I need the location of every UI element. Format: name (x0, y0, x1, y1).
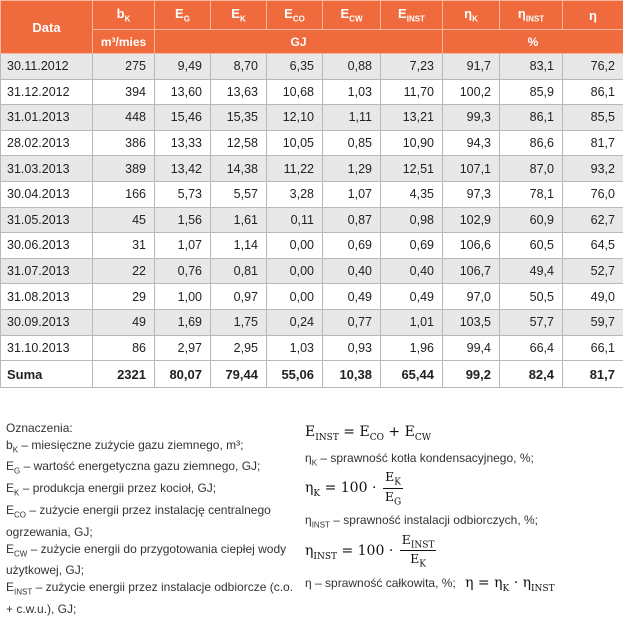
cell-value: 0,11 (267, 207, 323, 233)
header-col-eta-inst: $\eta_{INST}$ (500, 1, 563, 30)
cell-value: 11,70 (381, 79, 443, 105)
cell-value: 0,81 (211, 258, 267, 284)
cell-value: 13,63 (211, 79, 267, 105)
table-row (1, 335, 623, 361)
cell-value: 86,1 (563, 79, 623, 105)
cell-value: 166 (93, 181, 155, 207)
header-row-units (1, 30, 623, 54)
cell-value: 0,00 (267, 258, 323, 284)
cell-value: 0,69 (323, 233, 381, 259)
cell-value: 9,49 (155, 54, 211, 80)
total-value: 2321 (93, 361, 155, 388)
cell-date: 31.07.2013 (1, 258, 93, 284)
cell-value: 1,14 (211, 233, 267, 259)
cell-value: 102,9 (443, 207, 500, 233)
cell-date: 30.06.2013 (1, 233, 93, 259)
cell-value: 85,5 (563, 105, 623, 131)
table-row (1, 181, 623, 207)
cell-value: 448 (93, 105, 155, 131)
cell-value: 97,0 (443, 284, 500, 310)
cell-value: 64,5 (563, 233, 623, 259)
total-value: 55,06 (267, 361, 323, 388)
legend-item: $E_{INST}$ – zużycie energii przez instalacje odbiorcze (c.o. + c.w.u.), GJ; (6, 579, 296, 617)
cell-value: 85,9 (500, 79, 563, 105)
cell-value: 0,88 (323, 54, 381, 80)
note-eta: η – sprawność całkowita, %; (305, 576, 456, 590)
table-row (1, 233, 623, 259)
cell-value: 4,35 (381, 181, 443, 207)
cell-value: 394 (93, 79, 155, 105)
cell-value: 0,98 (381, 207, 443, 233)
cell-value: 0,87 (323, 207, 381, 233)
cell-value: 1,07 (155, 233, 211, 259)
unit-gj: GJ (155, 30, 443, 54)
total-value: 80,07 (155, 361, 211, 388)
table-row (1, 54, 623, 80)
header-col-eg: $E_G$ (155, 1, 211, 30)
cell-value: 10,68 (267, 79, 323, 105)
header-col-ek: $E_K$ (211, 1, 267, 30)
cell-date: 30.04.2013 (1, 181, 93, 207)
total-value: 82,4 (500, 361, 563, 388)
cell-value: 10,05 (267, 130, 323, 156)
cell-value: 1,11 (323, 105, 381, 131)
cell-date: 31.08.2013 (1, 284, 93, 310)
total-row (1, 361, 623, 388)
legend-item: $E_{CO}$ – zużycie energii przez instalację centralnego ogrzewania, GJ; (6, 502, 296, 540)
cell-value: 86 (93, 335, 155, 361)
cell-value: 99,4 (443, 335, 500, 361)
cell-value: 60,5 (500, 233, 563, 259)
cell-value: 13,60 (155, 79, 211, 105)
total-value: 81,7 (563, 361, 623, 388)
cell-value: 389 (93, 156, 155, 182)
cell-value: 106,6 (443, 233, 500, 259)
cell-value: 5,57 (211, 181, 267, 207)
cell-value: 62,7 (563, 207, 623, 233)
cell-value: 91,7 (443, 54, 500, 80)
cell-value: 93,2 (563, 156, 623, 182)
header-col-ecw: $E_{CW}$ (323, 1, 381, 30)
fraction-einst-ek: $\frac{E_{INST}}{E_K}$ (400, 532, 437, 570)
cell-value: 13,21 (381, 105, 443, 131)
table-row (1, 258, 623, 284)
cell-value: 50,5 (500, 284, 563, 310)
total-value: 99,2 (443, 361, 500, 388)
cell-value: 7,23 (381, 54, 443, 80)
cell-value: 0,00 (267, 233, 323, 259)
cell-value: 81,7 (563, 130, 623, 156)
unit-bk: m³/mies (93, 30, 155, 54)
note-eta-k: $\eta_K$ – sprawność kotła kondensacyjnego, %; (305, 451, 620, 467)
cell-value: 1,01 (381, 309, 443, 335)
cell-value: 3,28 (267, 181, 323, 207)
cell-value: 45 (93, 207, 155, 233)
cell-value: 83,1 (500, 54, 563, 80)
cell-value: 103,5 (443, 309, 500, 335)
cell-value: 86,6 (500, 130, 563, 156)
cell-value: 1,56 (155, 207, 211, 233)
fraction-ek-eg: $\frac{E_K}{E_G}$ (383, 469, 403, 507)
cell-value: 14,38 (211, 156, 267, 182)
cell-date: 30.11.2012 (1, 54, 93, 80)
header-date: Data (1, 1, 93, 54)
cell-value: 87,0 (500, 156, 563, 182)
formula-eta-row (305, 575, 620, 594)
cell-date: 31.12.2012 (1, 79, 93, 105)
cell-value: 107,1 (443, 156, 500, 182)
cell-value: 52,7 (563, 258, 623, 284)
cell-value: 1,00 (155, 284, 211, 310)
table-row (1, 207, 623, 233)
table-row (1, 309, 623, 335)
cell-value: 57,7 (500, 309, 563, 335)
cell-value: 0,85 (323, 130, 381, 156)
cell-value: 94,3 (443, 130, 500, 156)
cell-value: 1,29 (323, 156, 381, 182)
cell-value: 0,24 (267, 309, 323, 335)
cell-value: 78,1 (500, 181, 563, 207)
cell-value: 2,95 (211, 335, 267, 361)
cell-value: 100,2 (443, 79, 500, 105)
total-value: 10,38 (323, 361, 381, 388)
table-row (1, 79, 623, 105)
cell-value: 66,4 (500, 335, 563, 361)
cell-value: 0,40 (323, 258, 381, 284)
table-row (1, 284, 623, 310)
cell-value: 106,7 (443, 258, 500, 284)
legend-title: Oznaczenia: (6, 420, 296, 437)
header-col-eta: η (563, 1, 623, 30)
cell-value: 8,70 (211, 54, 267, 80)
cell-value: 13,33 (155, 130, 211, 156)
unit-percent: % (443, 30, 623, 54)
cell-value: 12,58 (211, 130, 267, 156)
cell-date: 30.09.2013 (1, 309, 93, 335)
cell-value: 1,03 (267, 335, 323, 361)
cell-value: 5,73 (155, 181, 211, 207)
formula-eta-inst: $\eta_{INST} = 100$ · $\frac{E_{INST}}{E_K}$ (305, 532, 620, 570)
cell-date: 31.05.2013 (1, 207, 93, 233)
cell-value: 386 (93, 130, 155, 156)
cell-value: 99,3 (443, 105, 500, 131)
cell-value: 0,49 (323, 284, 381, 310)
header-col-eco: $E_{CO}$ (267, 1, 323, 30)
legend-item: $E_{CW}$ – zużycie energii do przygotowania ciepłej wody użytkowej, GJ; (6, 541, 296, 579)
cell-value: 15,35 (211, 105, 267, 131)
total-value: 79,44 (211, 361, 267, 388)
cell-value: 59,7 (563, 309, 623, 335)
cell-value: 22 (93, 258, 155, 284)
cell-value: 1,75 (211, 309, 267, 335)
cell-value: 60,9 (500, 207, 563, 233)
cell-value: 31 (93, 233, 155, 259)
cell-value: 1,07 (323, 181, 381, 207)
cell-value: 1,61 (211, 207, 267, 233)
header-col-einst: $E_{INST}$ (381, 1, 443, 30)
formula-eta-k: $\eta_K = 100$ · $\frac{E_K}{E_G}$ (305, 469, 620, 507)
cell-value: 1,03 (323, 79, 381, 105)
cell-value: 49 (93, 309, 155, 335)
legend (6, 420, 296, 617)
table-body (1, 54, 623, 361)
cell-value: 76,2 (563, 54, 623, 80)
cell-value: 6,35 (267, 54, 323, 80)
cell-value: 0,69 (381, 233, 443, 259)
table-row (1, 130, 623, 156)
cell-value: 2,97 (155, 335, 211, 361)
cell-value: 49,0 (563, 284, 623, 310)
cell-value: 0,77 (323, 309, 381, 335)
cell-date: 31.10.2013 (1, 335, 93, 361)
cell-value: 15,46 (155, 105, 211, 131)
cell-value: 76,0 (563, 181, 623, 207)
cell-value: 0,97 (211, 284, 267, 310)
header-row-symbols (1, 1, 623, 30)
cell-value: 1,69 (155, 309, 211, 335)
cell-value: 1,96 (381, 335, 443, 361)
cell-value: 0,76 (155, 258, 211, 284)
cell-value: 0,40 (381, 258, 443, 284)
cell-date: 31.01.2013 (1, 105, 93, 131)
legend-item: $E_K$ – produkcja energii przez kocioł, GJ; (6, 480, 296, 502)
total-label: Suma (1, 361, 93, 388)
cell-value: 0,49 (381, 284, 443, 310)
header-col-eta-k: $\eta_K$ (443, 1, 500, 30)
cell-date: 28.02.2013 (1, 130, 93, 156)
formula-eta: $\eta = \eta_K \cdot \eta_{INST}$ (465, 575, 555, 591)
table-row (1, 156, 623, 182)
legend-item: $b_K$ – miesięczne zużycie gazu ziemnego, m³; (6, 437, 296, 459)
legend-items (6, 437, 296, 617)
total-value: 65,44 (381, 361, 443, 388)
cell-value: 97,3 (443, 181, 500, 207)
legend-item: $E_G$ – wartość energetyczna gazu ziemnego, GJ; (6, 458, 296, 480)
cell-value: 12,51 (381, 156, 443, 182)
cell-value: 0,93 (323, 335, 381, 361)
cell-value: 11,22 (267, 156, 323, 182)
cell-value: 49,4 (500, 258, 563, 284)
cell-value: 10,90 (381, 130, 443, 156)
formula-inst-sum: $E_{INST} = E_{CO} + E_{CW}$ (305, 424, 620, 446)
cell-date: 31.03.2013 (1, 156, 93, 182)
cell-value: 86,1 (500, 105, 563, 131)
cell-value: 275 (93, 54, 155, 80)
cell-value: 13,42 (155, 156, 211, 182)
cell-value: 0,00 (267, 284, 323, 310)
cell-value: 29 (93, 284, 155, 310)
note-eta-inst: $\eta_{INST}$ – sprawność instalacji odbiorczych, %; (305, 513, 620, 529)
cell-value: 66,1 (563, 335, 623, 361)
table-row (1, 105, 623, 131)
cell-value: 12,10 (267, 105, 323, 131)
header-col-bk: $b_K$ (93, 1, 155, 30)
formulas (305, 424, 620, 594)
